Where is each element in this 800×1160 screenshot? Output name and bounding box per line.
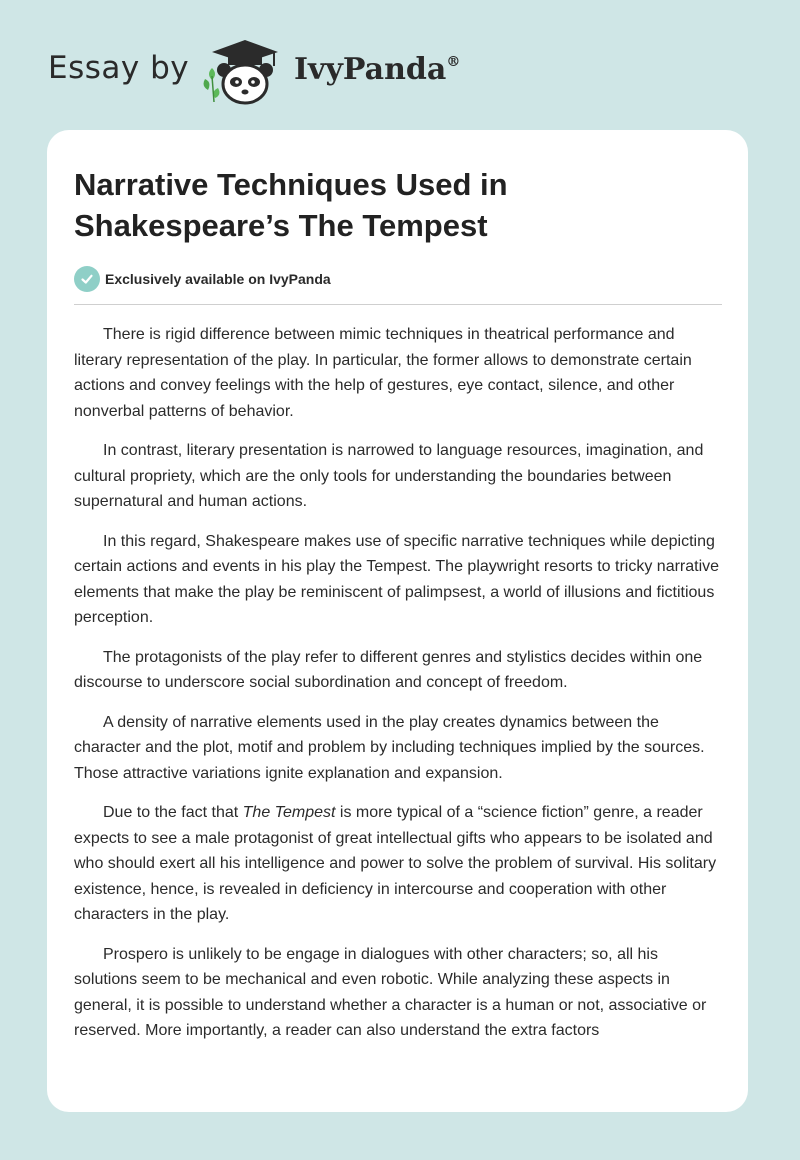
divider xyxy=(74,304,722,305)
paragraph: In contrast, literary presentation is narrowed to language resources, imagination, and cultural propriety, which are the only tools for understanding the boundaries between supernatural and human actions. xyxy=(74,442,704,510)
paragraph: A density of narrative elements used in the play creates dynamics between the character and the plot, motif and problem by including techniques implied by the sources. Those attractive variations ignite explanation and expansion. xyxy=(74,713,705,782)
badge-text: Exclusively available on IvyPanda xyxy=(105,271,331,287)
book-title: The Tempest xyxy=(242,804,336,821)
check-icon xyxy=(74,266,100,292)
exclusive-badge xyxy=(74,265,722,293)
essay-card xyxy=(47,130,748,1112)
essay-by-label: Essay by xyxy=(48,50,190,86)
paragraph: The protagonists of the play refer to different genres and stylistics decides within one discourse to underscore social subordination and concept of freedom. xyxy=(74,648,703,691)
brand-name[interactable]: IvyPanda® xyxy=(294,52,461,87)
paragraph: There is rigid difference between mimic techniques in theatrical performance and literary representation of the play. In particular, the former allows to demonstrate certain actions and convey feelings with the help of gestures, eye contact, silence, and other nonverbal patterns of behavior. xyxy=(74,326,692,420)
paragraph: In this regard, Shakespeare makes use of specific narrative techniques while depicting certain actions and events in his play the Tempest. The playwright resorts to tricky narrative elements that make the play be reminiscent of palimpsest, a world of illusions and fictitious perception. xyxy=(74,532,720,626)
panda-graduate-icon[interactable] xyxy=(202,36,288,108)
page-title: Narrative Techniques Used in Shakespeare’s The Tempest xyxy=(74,167,508,243)
site-header xyxy=(48,36,748,108)
paragraph: Due to the fact that The Tempest is more typical of a “science fiction” genre, a reader expects to see a male protagonist of great intellectual gifts who appears to be isolated and who should exert all his intelligence and power to solve the problem of survival. His solitary existence, hence, is revealed in deficiency in intercourse and cooperation with other characters in the play. xyxy=(74,804,717,923)
paragraph: Prospero is unlikely to be engage in dialogues with other characters; so, all his solutions seem to be mechanical and even robotic. While analyzing these aspects in general, it is possible to understand whether a character is a human or not, associative or reserved. More importantly, a reader can also understand the extra factors xyxy=(74,945,707,1039)
ivy-leaf-icon xyxy=(204,68,220,102)
